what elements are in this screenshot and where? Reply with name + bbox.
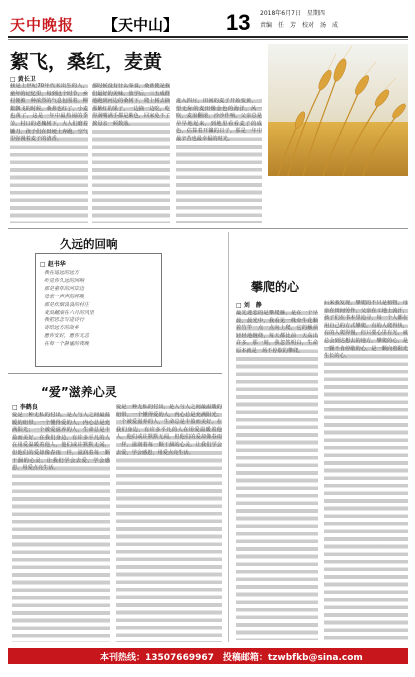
love-article-byline: □ 李鹤良: [12, 404, 38, 411]
article-byline: □ 黄长卫: [10, 76, 36, 83]
right-article-title: 攀爬的心: [251, 280, 300, 294]
footer-contact: 本刊热线：13507669967 投稿邮箱：tzwbfkb@sina.com: [100, 653, 363, 663]
column-divider: [228, 232, 229, 642]
poem-line: 我在遥远的远方: [44, 270, 80, 276]
right-article-byline: □ 刘 静: [236, 302, 262, 309]
article-title: 絮飞，桑红，麦黄: [10, 51, 163, 73]
poem-line: 那是炊烟袅袅的村庄: [44, 301, 90, 308]
page-number: 13: [226, 10, 251, 35]
wheat-illustration: [268, 44, 408, 176]
section-divider: [8, 373, 222, 374]
poem-lines: [44, 270, 154, 360]
section-divider: [8, 228, 408, 229]
poem-line: 那是童年的河岸边: [44, 285, 85, 292]
header-rule-thin: [8, 39, 408, 40]
poem-title: 久远的回响: [60, 237, 118, 251]
poem-byline: □ 赵书华: [40, 261, 66, 268]
poem-line: 麦浪翻滚在六月的风里: [44, 309, 95, 316]
article-column: 最先迷恋的是攀爬藤，是在一个早晨，晨光中，我看见一株牵牛花顺着竹竿一点一点向上爬，它的触须轻轻地缠绕，每天都比前一天高出许多。那一刻，我忽然明白，生命原本就是一场不停歇的攀爬。: [236, 310, 318, 640]
article-column: 那时候没有什么零食，桑葚便是我们最好的美味。放学后，三五成群地跑到河边的桑树下，爬上树去摘那紫红的果子，一边摘一边吃，吃得满嘴满手都是紫色，回家免不了挨母亲一顿数落。: [92, 83, 170, 223]
article-column: 爱是一种无私的付出，是人与人之间最温暖的纽带。一个懂得爱的人，内心总是充满阳光；一个被爱滋养的人，生命总是丰盈而美好。在我们身边，有许多平凡的人在用爱温暖着他人，他们或许默默无闻，但他们的爱却像春雨一样，滋润着每一颗干涸的心灵。让我们学会去爱，学会感恩，用爱点亮生活。: [12, 412, 110, 642]
poem-line: 寄给远方的故乡: [44, 325, 80, 332]
article-column: 进入四月，田间的麦子开始变黄，一望无际的麦田像金色的海洋，风一吹，麦浪翻滚，沙沙作响。父亲总是早早地起来，到地里看看麦子的成色，估算着开镰的日子。那是一年中最辛苦也最幸福的时光。: [176, 98, 262, 223]
footer-banner: [8, 648, 408, 664]
article-column: 后来我发现，攀爬的不只是植物。母亲在田间劳作，父亲在工地上流汗，孩子们在书本里追寻，每一个人都在用自己的方式攀爬。有的人爬得快，有的人爬得慢，但只要心里有光，就总会到达想去的地方。攀爬的心，是一颗不肯停歇的心，是一颗向着阳光生长的心。: [324, 300, 408, 640]
poem-line: 听见你久远的回响: [44, 277, 85, 284]
newspaper-logo: 天中晚报: [10, 16, 75, 34]
section-name: 【天中山】: [103, 16, 179, 34]
love-article-title: “爱”滋养心灵: [41, 385, 117, 399]
poem-line: 母亲一声声的呼唤: [44, 293, 85, 300]
poem-line: 我把思念写进诗行: [44, 317, 85, 324]
poem-line: 在每一个静谧的夜晚: [44, 341, 90, 348]
editor-credits: 责编 任 芳 校对 汤 成: [260, 22, 339, 29]
issue-date: 2018年6月7日 星期四: [260, 10, 325, 17]
article-column: 爱是一种无私的付出，是人与人之间最温暖的纽带。一个懂得爱的人，内心总是充满阳光；一个被爱滋养的人，生命总是丰盈而美好。在我们身边，有许多平凡的人在用爱温暖着他人，他们或许默默无闻，但他们的爱却像春雨一样，滋润着每一颗干涸的心灵。让我们学会去爱，学会感恩，用爱点亮生活。: [116, 404, 222, 642]
article-column: 我是上世纪70年代末出生的人，童年的记忆里，每到这个时节，乡村便被一种浓烈的气息包围着。柳絮飘飞的时候，桑葚也红了，小麦也黄了，这是一年中最热闹的季节。村口的老槐树下，大人们磨着镰刀，孩子们在田埂上奔跑，空气里弥漫着麦子的清香。: [10, 83, 88, 223]
poem-line: 愿你安好，愿你无恙: [44, 333, 90, 340]
wheat-field-photo: [268, 44, 408, 176]
header-rule: [8, 36, 408, 38]
